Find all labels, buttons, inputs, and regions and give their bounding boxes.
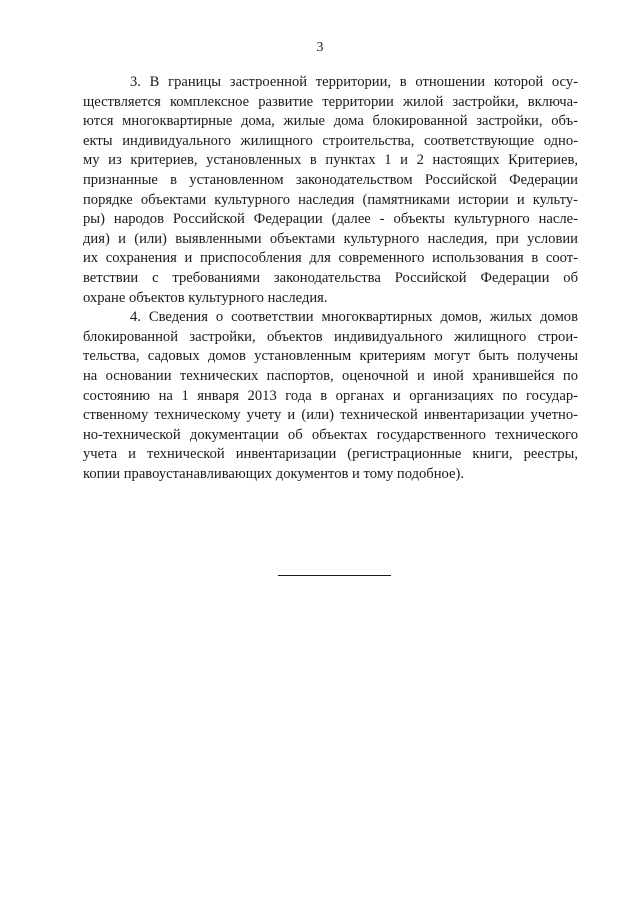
paragraph-line: состоянию на 1 января 2013 года в органах и организациях по государ- xyxy=(83,387,578,404)
paragraph-line: ветствии с требованиями законодательства Российской Федерации об xyxy=(83,269,578,286)
closing-separator-line xyxy=(278,575,391,576)
paragraph-line: порядке объектами культурного наследия (памятниками истории и культу- xyxy=(83,191,578,208)
paragraph-line: охране объектов культурного наследия. xyxy=(83,289,328,306)
paragraph-line: 4. Сведения о соответствии многоквартирных домов, жилых домов xyxy=(130,309,578,326)
paragraph-line: копии правоустанавливающих документов и тому подобное). xyxy=(83,465,464,482)
paragraph-line: их сохранения и приспособления для современного использования в соот- xyxy=(83,250,578,267)
document-body xyxy=(83,73,578,484)
paragraph-line: но-технической документации об объектах государственного технического xyxy=(83,426,578,443)
paragraph-line: тельства, садовых домов установленным критериям могут быть получены xyxy=(83,348,578,365)
paragraph-line: ются многоквартирные дома, жилые дома блокированной застройки, объ- xyxy=(83,113,578,130)
paragraph-line: ществляется комплексное развитие территории жилой застройки, включа- xyxy=(83,93,578,110)
paragraph-line: ственному техническому учету и (или) технической инвентаризации учетно- xyxy=(83,407,578,424)
paragraph-3 xyxy=(83,73,578,308)
paragraph-line: ры) народов Российской Федерации (далее - объекты культурного насле- xyxy=(83,211,578,228)
paragraph-4 xyxy=(83,308,578,484)
page-number: 3 xyxy=(316,40,324,55)
paragraph-line: екты индивидуального жилищного строительства, соответствующие одно- xyxy=(83,132,578,149)
paragraph-line: учета и технической инвентаризации (регистрационные книги, реестры, xyxy=(83,446,578,463)
paragraph-line: блокированной застройки, объектов индивидуального жилищного строи- xyxy=(83,328,578,345)
paragraph-line: дия) и (или) выявленными объектами культурного наследия, при условии xyxy=(83,230,578,247)
paragraph-line: признанные в установленном законодательством Российской Федерации xyxy=(83,171,578,188)
paragraph-line: 3. В границы застроенной территории, в отношении которой осу- xyxy=(130,74,578,90)
paragraph-line: му из критериев, установленных в пунктах 1 и 2 настоящих Критериев, xyxy=(83,152,578,169)
paragraph-line: на основании технических паспортов, оценочной и иной хранившейся по xyxy=(83,367,578,384)
